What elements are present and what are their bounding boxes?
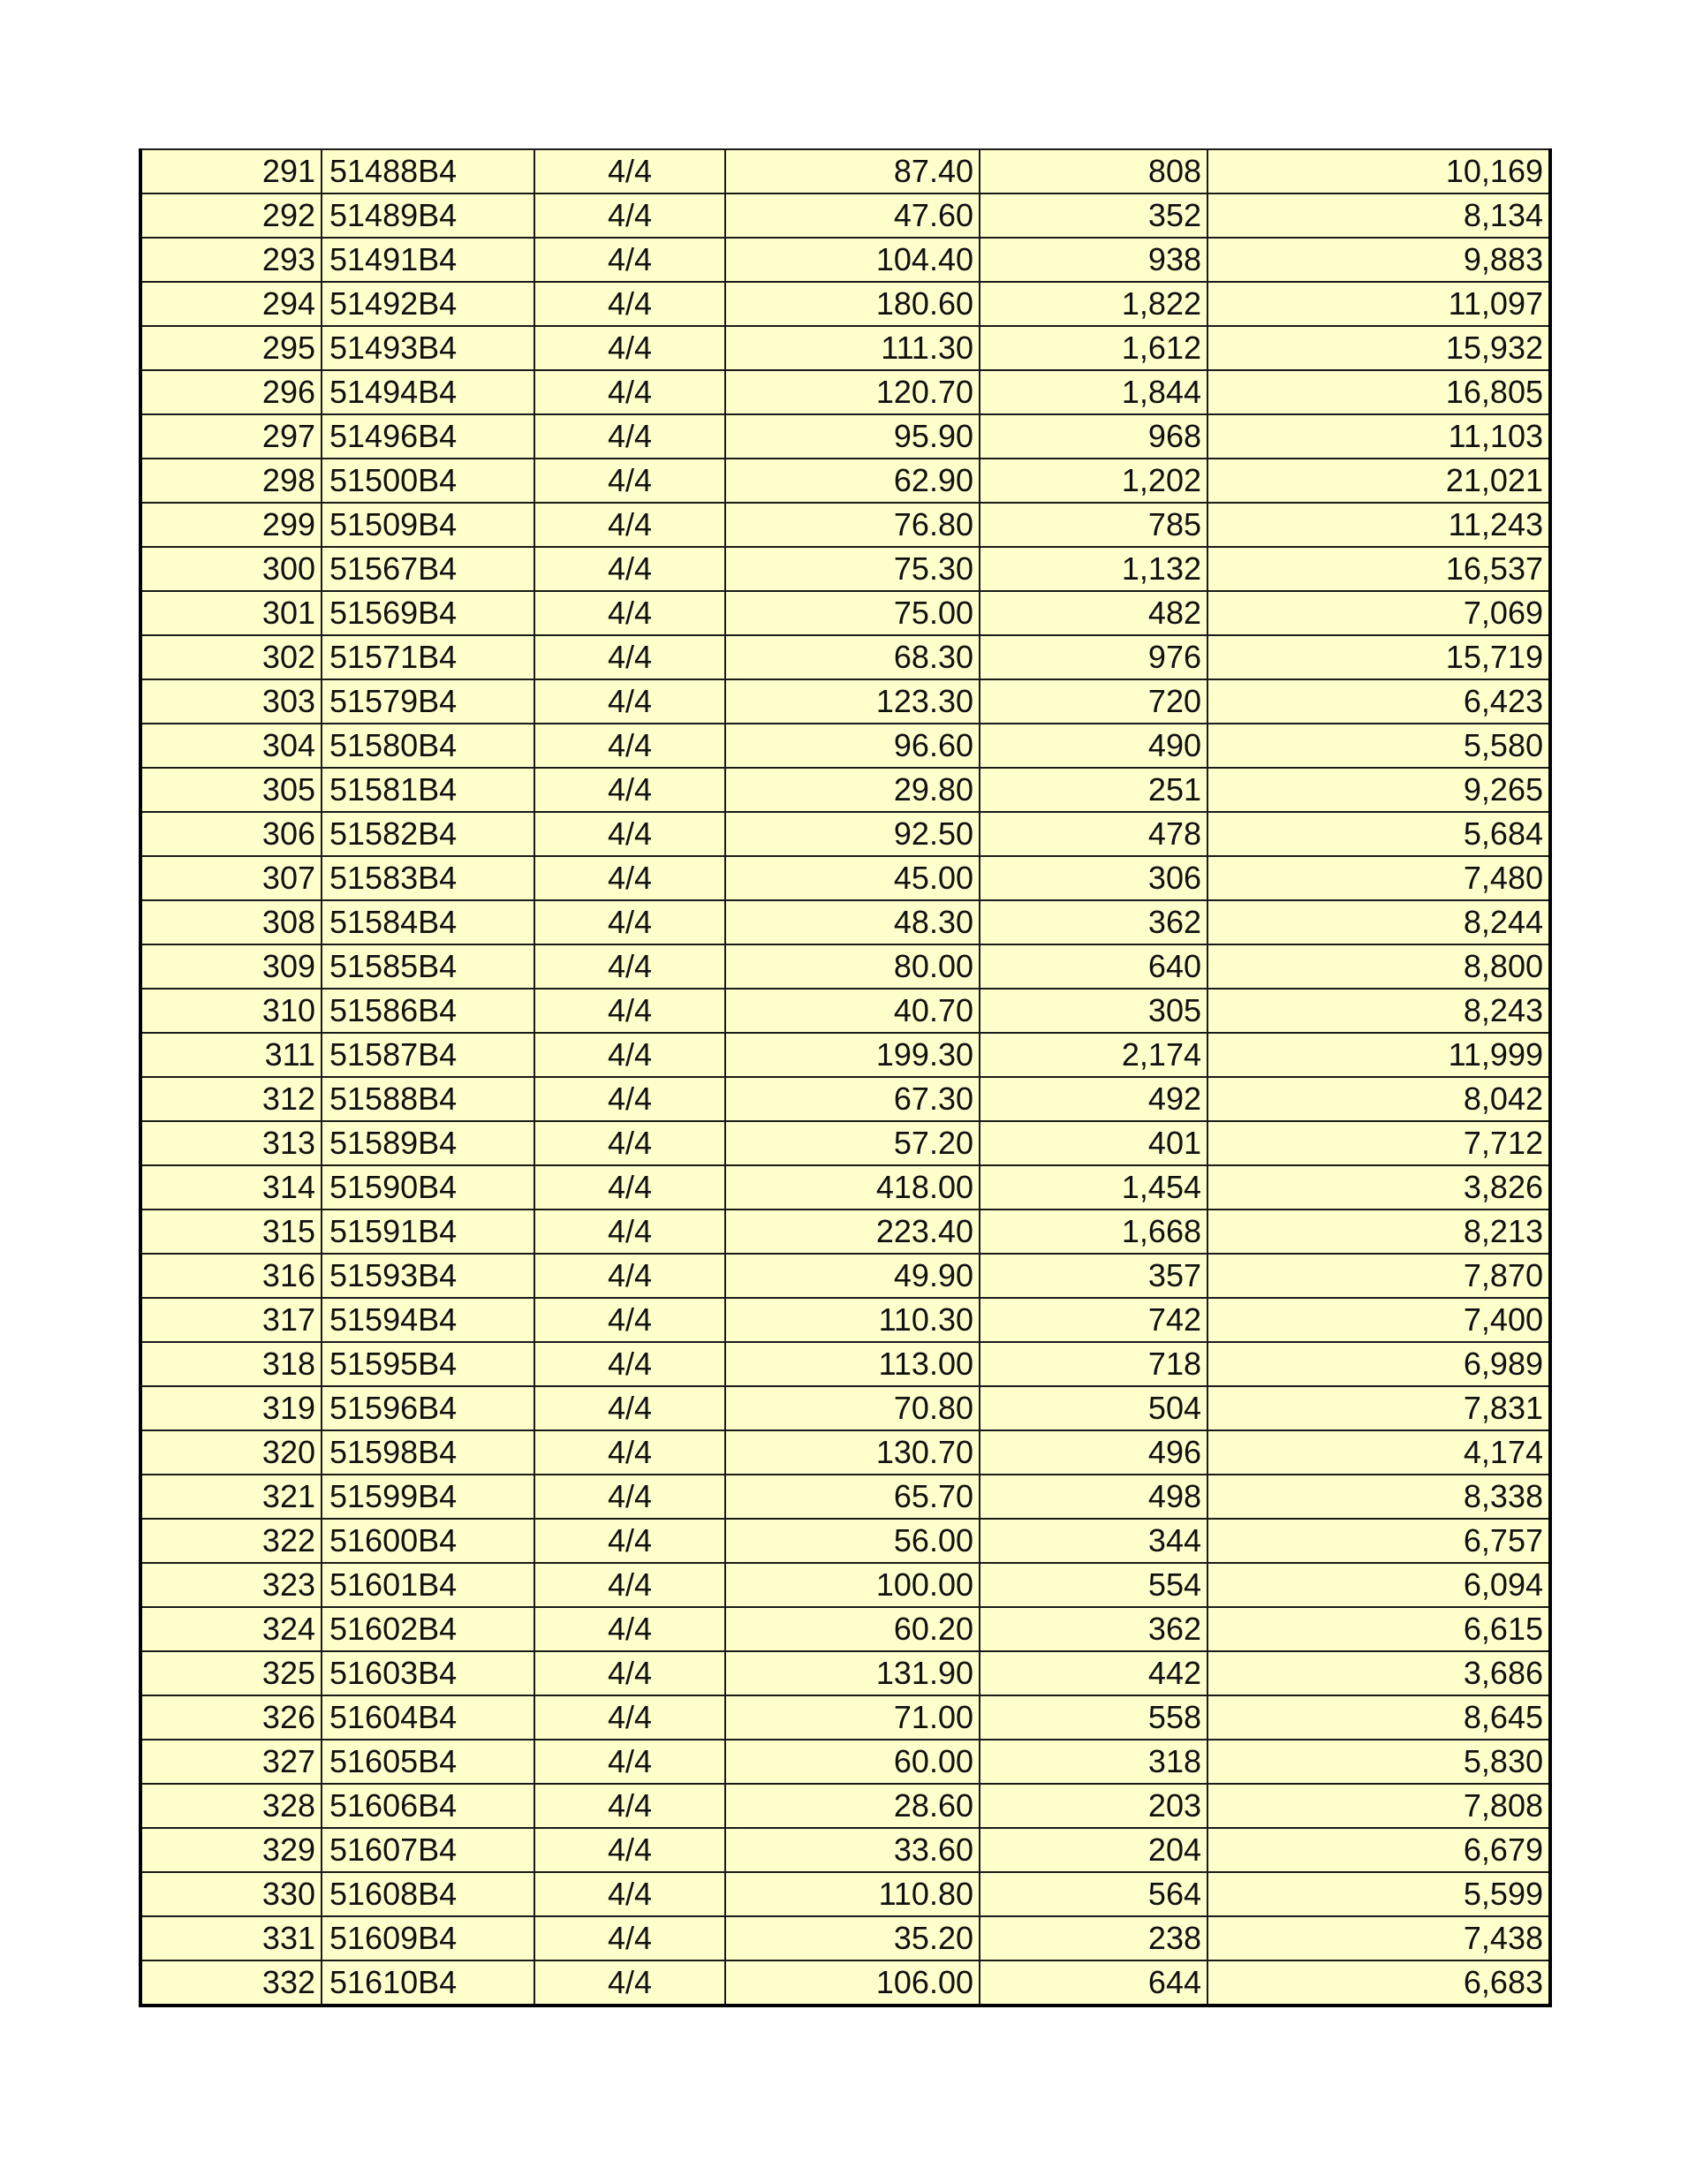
value-a-cell: 71.00 bbox=[725, 1695, 980, 1740]
value-a-cell: 45.00 bbox=[725, 856, 980, 900]
item-code-cell: 51586B4 bbox=[322, 989, 534, 1033]
item-code-cell: 51569B4 bbox=[322, 591, 534, 635]
value-a-cell: 131.90 bbox=[725, 1651, 980, 1695]
ratio-cell: 4/4 bbox=[534, 1519, 725, 1563]
ratio-cell: 4/4 bbox=[534, 1077, 725, 1121]
row-number-cell: 314 bbox=[140, 1165, 322, 1210]
value-b-cell: 718 bbox=[980, 1342, 1207, 1386]
row-number-cell: 308 bbox=[140, 900, 322, 944]
value-c-cell: 11,243 bbox=[1207, 503, 1550, 547]
ratio-cell: 4/4 bbox=[534, 768, 725, 812]
table-row bbox=[140, 1386, 1550, 1430]
row-number-cell: 298 bbox=[140, 459, 322, 503]
item-code-cell: 51598B4 bbox=[322, 1430, 534, 1475]
ratio-cell: 4/4 bbox=[534, 1121, 725, 1165]
row-number-cell: 309 bbox=[140, 944, 322, 989]
value-a-cell: 76.80 bbox=[725, 503, 980, 547]
ratio-cell: 4/4 bbox=[534, 193, 725, 238]
value-c-cell: 7,808 bbox=[1207, 1784, 1550, 1828]
value-a-cell: 111.30 bbox=[725, 326, 980, 370]
value-b-cell: 1,202 bbox=[980, 459, 1207, 503]
row-number-cell: 297 bbox=[140, 414, 322, 459]
value-a-cell: 113.00 bbox=[725, 1342, 980, 1386]
table-row bbox=[140, 1563, 1550, 1607]
value-b-cell: 808 bbox=[980, 149, 1207, 193]
table-row bbox=[140, 459, 1550, 503]
row-number-cell: 306 bbox=[140, 812, 322, 856]
table-row bbox=[140, 1651, 1550, 1695]
table-row bbox=[140, 1121, 1550, 1165]
value-b-cell: 1,822 bbox=[980, 282, 1207, 326]
value-b-cell: 564 bbox=[980, 1872, 1207, 1916]
value-b-cell: 1,454 bbox=[980, 1165, 1207, 1210]
value-b-cell: 482 bbox=[980, 591, 1207, 635]
item-code-cell: 51509B4 bbox=[322, 503, 534, 547]
value-b-cell: 344 bbox=[980, 1519, 1207, 1563]
ratio-cell: 4/4 bbox=[534, 1210, 725, 1254]
value-b-cell: 938 bbox=[980, 238, 1207, 282]
row-number-cell: 292 bbox=[140, 193, 322, 238]
item-code-cell: 51595B4 bbox=[322, 1342, 534, 1386]
value-b-cell: 554 bbox=[980, 1563, 1207, 1607]
value-c-cell: 7,438 bbox=[1207, 1916, 1550, 1960]
table-row bbox=[140, 1254, 1550, 1298]
value-c-cell: 16,537 bbox=[1207, 547, 1550, 591]
value-b-cell: 306 bbox=[980, 856, 1207, 900]
value-c-cell: 8,243 bbox=[1207, 989, 1550, 1033]
ratio-cell: 4/4 bbox=[534, 1916, 725, 1960]
value-c-cell: 7,831 bbox=[1207, 1386, 1550, 1430]
ratio-cell: 4/4 bbox=[534, 1033, 725, 1077]
value-b-cell: 478 bbox=[980, 812, 1207, 856]
value-b-cell: 742 bbox=[980, 1298, 1207, 1342]
value-a-cell: 33.60 bbox=[725, 1828, 980, 1872]
value-a-cell: 62.90 bbox=[725, 459, 980, 503]
value-a-cell: 57.20 bbox=[725, 1121, 980, 1165]
item-code-cell: 51607B4 bbox=[322, 1828, 534, 1872]
ratio-cell: 4/4 bbox=[534, 1960, 725, 2006]
ratio-cell: 4/4 bbox=[534, 370, 725, 414]
ratio-cell: 4/4 bbox=[534, 326, 725, 370]
value-a-cell: 110.30 bbox=[725, 1298, 980, 1342]
item-code-cell: 51593B4 bbox=[322, 1254, 534, 1298]
row-number-cell: 295 bbox=[140, 326, 322, 370]
ratio-cell: 4/4 bbox=[534, 1740, 725, 1784]
row-number-cell: 294 bbox=[140, 282, 322, 326]
value-c-cell: 5,599 bbox=[1207, 1872, 1550, 1916]
item-code-cell: 51493B4 bbox=[322, 326, 534, 370]
value-c-cell: 11,103 bbox=[1207, 414, 1550, 459]
item-code-cell: 51588B4 bbox=[322, 1077, 534, 1121]
item-code-cell: 51587B4 bbox=[322, 1033, 534, 1077]
value-b-cell: 357 bbox=[980, 1254, 1207, 1298]
value-a-cell: 120.70 bbox=[725, 370, 980, 414]
value-b-cell: 558 bbox=[980, 1695, 1207, 1740]
value-a-cell: 60.20 bbox=[725, 1607, 980, 1651]
value-a-cell: 65.70 bbox=[725, 1475, 980, 1519]
ratio-cell: 4/4 bbox=[534, 1342, 725, 1386]
value-b-cell: 305 bbox=[980, 989, 1207, 1033]
row-number-cell: 332 bbox=[140, 1960, 322, 2006]
ratio-cell: 4/4 bbox=[534, 1165, 725, 1210]
value-c-cell: 9,883 bbox=[1207, 238, 1550, 282]
value-b-cell: 504 bbox=[980, 1386, 1207, 1430]
ratio-cell: 4/4 bbox=[534, 1298, 725, 1342]
row-number-cell: 305 bbox=[140, 768, 322, 812]
item-code-cell: 51500B4 bbox=[322, 459, 534, 503]
row-number-cell: 301 bbox=[140, 591, 322, 635]
value-b-cell: 442 bbox=[980, 1651, 1207, 1695]
ratio-cell: 4/4 bbox=[534, 1828, 725, 1872]
item-code-cell: 51594B4 bbox=[322, 1298, 534, 1342]
item-code-cell: 51608B4 bbox=[322, 1872, 534, 1916]
table-row bbox=[140, 1872, 1550, 1916]
value-a-cell: 68.30 bbox=[725, 635, 980, 679]
value-a-cell: 40.70 bbox=[725, 989, 980, 1033]
ratio-cell: 4/4 bbox=[534, 635, 725, 679]
table-row bbox=[140, 768, 1550, 812]
value-a-cell: 130.70 bbox=[725, 1430, 980, 1475]
value-a-cell: 80.00 bbox=[725, 944, 980, 989]
value-a-cell: 87.40 bbox=[725, 149, 980, 193]
table-row bbox=[140, 1210, 1550, 1254]
table-row bbox=[140, 238, 1550, 282]
value-a-cell: 180.60 bbox=[725, 282, 980, 326]
item-code-cell: 51491B4 bbox=[322, 238, 534, 282]
value-b-cell: 640 bbox=[980, 944, 1207, 989]
ratio-cell: 4/4 bbox=[534, 856, 725, 900]
value-c-cell: 6,679 bbox=[1207, 1828, 1550, 1872]
table-row bbox=[140, 370, 1550, 414]
value-b-cell: 1,668 bbox=[980, 1210, 1207, 1254]
table-row bbox=[140, 1298, 1550, 1342]
value-a-cell: 110.80 bbox=[725, 1872, 980, 1916]
value-b-cell: 251 bbox=[980, 768, 1207, 812]
value-a-cell: 100.00 bbox=[725, 1563, 980, 1607]
value-c-cell: 11,999 bbox=[1207, 1033, 1550, 1077]
ratio-cell: 4/4 bbox=[534, 900, 725, 944]
value-c-cell: 7,069 bbox=[1207, 591, 1550, 635]
row-number-cell: 329 bbox=[140, 1828, 322, 1872]
table-row bbox=[140, 193, 1550, 238]
value-b-cell: 492 bbox=[980, 1077, 1207, 1121]
value-c-cell: 3,826 bbox=[1207, 1165, 1550, 1210]
table-row bbox=[140, 1475, 1550, 1519]
table-row bbox=[140, 591, 1550, 635]
value-c-cell: 8,338 bbox=[1207, 1475, 1550, 1519]
ratio-cell: 4/4 bbox=[534, 679, 725, 724]
value-c-cell: 6,423 bbox=[1207, 679, 1550, 724]
value-b-cell: 490 bbox=[980, 724, 1207, 768]
ratio-cell: 4/4 bbox=[534, 503, 725, 547]
item-code-cell: 51599B4 bbox=[322, 1475, 534, 1519]
table-row bbox=[140, 414, 1550, 459]
item-code-cell: 51605B4 bbox=[322, 1740, 534, 1784]
value-c-cell: 3,686 bbox=[1207, 1651, 1550, 1695]
row-number-cell: 325 bbox=[140, 1651, 322, 1695]
table-row bbox=[140, 1960, 1550, 2006]
value-c-cell: 7,480 bbox=[1207, 856, 1550, 900]
item-code-cell: 51609B4 bbox=[322, 1916, 534, 1960]
table-row bbox=[140, 900, 1550, 944]
value-c-cell: 4,174 bbox=[1207, 1430, 1550, 1475]
ratio-cell: 4/4 bbox=[534, 944, 725, 989]
value-c-cell: 16,805 bbox=[1207, 370, 1550, 414]
table-row bbox=[140, 1695, 1550, 1740]
value-b-cell: 720 bbox=[980, 679, 1207, 724]
ratio-cell: 4/4 bbox=[534, 1651, 725, 1695]
item-code-cell: 51591B4 bbox=[322, 1210, 534, 1254]
ratio-cell: 4/4 bbox=[534, 591, 725, 635]
row-number-cell: 300 bbox=[140, 547, 322, 591]
value-a-cell: 96.60 bbox=[725, 724, 980, 768]
value-a-cell: 223.40 bbox=[725, 1210, 980, 1254]
table-row bbox=[140, 1740, 1550, 1784]
value-c-cell: 15,719 bbox=[1207, 635, 1550, 679]
ratio-cell: 4/4 bbox=[534, 812, 725, 856]
value-c-cell: 8,800 bbox=[1207, 944, 1550, 989]
value-b-cell: 238 bbox=[980, 1916, 1207, 1960]
value-c-cell: 8,645 bbox=[1207, 1695, 1550, 1740]
row-number-cell: 320 bbox=[140, 1430, 322, 1475]
value-a-cell: 75.00 bbox=[725, 591, 980, 635]
table-row bbox=[140, 149, 1550, 193]
ratio-cell: 4/4 bbox=[534, 989, 725, 1033]
value-b-cell: 362 bbox=[980, 900, 1207, 944]
item-code-cell: 51581B4 bbox=[322, 768, 534, 812]
value-c-cell: 6,094 bbox=[1207, 1563, 1550, 1607]
item-code-cell: 51603B4 bbox=[322, 1651, 534, 1695]
ratio-cell: 4/4 bbox=[534, 238, 725, 282]
row-number-cell: 304 bbox=[140, 724, 322, 768]
value-c-cell: 10,169 bbox=[1207, 149, 1550, 193]
table-row bbox=[140, 1916, 1550, 1960]
data-table bbox=[139, 148, 1552, 2007]
ratio-cell: 4/4 bbox=[534, 282, 725, 326]
value-b-cell: 498 bbox=[980, 1475, 1207, 1519]
table-row bbox=[140, 547, 1550, 591]
value-c-cell: 6,683 bbox=[1207, 1960, 1550, 2006]
value-b-cell: 1,844 bbox=[980, 370, 1207, 414]
ratio-cell: 4/4 bbox=[534, 1254, 725, 1298]
item-code-cell: 51600B4 bbox=[322, 1519, 534, 1563]
ratio-cell: 4/4 bbox=[534, 1430, 725, 1475]
row-number-cell: 331 bbox=[140, 1916, 322, 1960]
value-a-cell: 67.30 bbox=[725, 1077, 980, 1121]
value-b-cell: 968 bbox=[980, 414, 1207, 459]
value-a-cell: 60.00 bbox=[725, 1740, 980, 1784]
table-row bbox=[140, 1077, 1550, 1121]
item-code-cell: 51494B4 bbox=[322, 370, 534, 414]
item-code-cell: 51583B4 bbox=[322, 856, 534, 900]
value-c-cell: 8,134 bbox=[1207, 193, 1550, 238]
table-row bbox=[140, 679, 1550, 724]
table-row bbox=[140, 1519, 1550, 1563]
value-c-cell: 5,830 bbox=[1207, 1740, 1550, 1784]
row-number-cell: 291 bbox=[140, 149, 322, 193]
ratio-cell: 4/4 bbox=[534, 547, 725, 591]
item-code-cell: 51488B4 bbox=[322, 149, 534, 193]
table-row bbox=[140, 326, 1550, 370]
value-a-cell: 92.50 bbox=[725, 812, 980, 856]
item-code-cell: 51590B4 bbox=[322, 1165, 534, 1210]
value-a-cell: 48.30 bbox=[725, 900, 980, 944]
value-a-cell: 106.00 bbox=[725, 1960, 980, 2006]
row-number-cell: 303 bbox=[140, 679, 322, 724]
item-code-cell: 51582B4 bbox=[322, 812, 534, 856]
row-number-cell: 319 bbox=[140, 1386, 322, 1430]
row-number-cell: 313 bbox=[140, 1121, 322, 1165]
ratio-cell: 4/4 bbox=[534, 1386, 725, 1430]
value-c-cell: 8,213 bbox=[1207, 1210, 1550, 1254]
value-a-cell: 104.40 bbox=[725, 238, 980, 282]
ratio-cell: 4/4 bbox=[534, 1607, 725, 1651]
ratio-cell: 4/4 bbox=[534, 1784, 725, 1828]
row-number-cell: 317 bbox=[140, 1298, 322, 1342]
table-row bbox=[140, 1342, 1550, 1386]
row-number-cell: 324 bbox=[140, 1607, 322, 1651]
item-code-cell: 51589B4 bbox=[322, 1121, 534, 1165]
value-b-cell: 644 bbox=[980, 1960, 1207, 2006]
row-number-cell: 327 bbox=[140, 1740, 322, 1784]
ratio-cell: 4/4 bbox=[534, 149, 725, 193]
table-row bbox=[140, 635, 1550, 679]
value-c-cell: 6,989 bbox=[1207, 1342, 1550, 1386]
item-code-cell: 51571B4 bbox=[322, 635, 534, 679]
item-code-cell: 51580B4 bbox=[322, 724, 534, 768]
table-row bbox=[140, 812, 1550, 856]
value-a-cell: 35.20 bbox=[725, 1916, 980, 1960]
value-b-cell: 401 bbox=[980, 1121, 1207, 1165]
value-b-cell: 318 bbox=[980, 1740, 1207, 1784]
row-number-cell: 310 bbox=[140, 989, 322, 1033]
value-b-cell: 976 bbox=[980, 635, 1207, 679]
value-c-cell: 15,932 bbox=[1207, 326, 1550, 370]
table-row bbox=[140, 1607, 1550, 1651]
table-row bbox=[140, 1033, 1550, 1077]
value-b-cell: 1,132 bbox=[980, 547, 1207, 591]
value-c-cell: 6,615 bbox=[1207, 1607, 1550, 1651]
value-c-cell: 9,265 bbox=[1207, 768, 1550, 812]
row-number-cell: 323 bbox=[140, 1563, 322, 1607]
ratio-cell: 4/4 bbox=[534, 459, 725, 503]
ratio-cell: 4/4 bbox=[534, 1872, 725, 1916]
table-row bbox=[140, 944, 1550, 989]
row-number-cell: 296 bbox=[140, 370, 322, 414]
value-b-cell: 352 bbox=[980, 193, 1207, 238]
item-code-cell: 51579B4 bbox=[322, 679, 534, 724]
ratio-cell: 4/4 bbox=[534, 1563, 725, 1607]
item-code-cell: 51596B4 bbox=[322, 1386, 534, 1430]
value-c-cell: 5,684 bbox=[1207, 812, 1550, 856]
value-a-cell: 70.80 bbox=[725, 1386, 980, 1430]
value-a-cell: 75.30 bbox=[725, 547, 980, 591]
value-c-cell: 6,757 bbox=[1207, 1519, 1550, 1563]
value-b-cell: 204 bbox=[980, 1828, 1207, 1872]
item-code-cell: 51602B4 bbox=[322, 1607, 534, 1651]
item-code-cell: 51610B4 bbox=[322, 1960, 534, 2006]
row-number-cell: 322 bbox=[140, 1519, 322, 1563]
row-number-cell: 326 bbox=[140, 1695, 322, 1740]
table-row bbox=[140, 1165, 1550, 1210]
item-code-cell: 51601B4 bbox=[322, 1563, 534, 1607]
row-number-cell: 293 bbox=[140, 238, 322, 282]
item-code-cell: 51606B4 bbox=[322, 1784, 534, 1828]
value-b-cell: 785 bbox=[980, 503, 1207, 547]
row-number-cell: 311 bbox=[140, 1033, 322, 1077]
item-code-cell: 51585B4 bbox=[322, 944, 534, 989]
row-number-cell: 316 bbox=[140, 1254, 322, 1298]
row-number-cell: 318 bbox=[140, 1342, 322, 1386]
ratio-cell: 4/4 bbox=[534, 724, 725, 768]
table-row bbox=[140, 1430, 1550, 1475]
ratio-cell: 4/4 bbox=[534, 1695, 725, 1740]
table-row bbox=[140, 989, 1550, 1033]
value-b-cell: 2,174 bbox=[980, 1033, 1207, 1077]
value-a-cell: 123.30 bbox=[725, 679, 980, 724]
table-row bbox=[140, 856, 1550, 900]
table-row bbox=[140, 1784, 1550, 1828]
value-a-cell: 47.60 bbox=[725, 193, 980, 238]
row-number-cell: 315 bbox=[140, 1210, 322, 1254]
value-a-cell: 56.00 bbox=[725, 1519, 980, 1563]
value-c-cell: 7,400 bbox=[1207, 1298, 1550, 1342]
row-number-cell: 312 bbox=[140, 1077, 322, 1121]
item-code-cell: 51604B4 bbox=[322, 1695, 534, 1740]
item-code-cell: 51496B4 bbox=[322, 414, 534, 459]
value-a-cell: 418.00 bbox=[725, 1165, 980, 1210]
item-code-cell: 51489B4 bbox=[322, 193, 534, 238]
row-number-cell: 307 bbox=[140, 856, 322, 900]
value-a-cell: 95.90 bbox=[725, 414, 980, 459]
ratio-cell: 4/4 bbox=[534, 414, 725, 459]
value-c-cell: 21,021 bbox=[1207, 459, 1550, 503]
value-c-cell: 7,870 bbox=[1207, 1254, 1550, 1298]
row-number-cell: 299 bbox=[140, 503, 322, 547]
value-c-cell: 7,712 bbox=[1207, 1121, 1550, 1165]
item-code-cell: 51567B4 bbox=[322, 547, 534, 591]
value-b-cell: 362 bbox=[980, 1607, 1207, 1651]
value-a-cell: 28.60 bbox=[725, 1784, 980, 1828]
value-a-cell: 49.90 bbox=[725, 1254, 980, 1298]
table-body bbox=[140, 149, 1550, 2006]
value-b-cell: 203 bbox=[980, 1784, 1207, 1828]
value-c-cell: 11,097 bbox=[1207, 282, 1550, 326]
value-b-cell: 1,612 bbox=[980, 326, 1207, 370]
row-number-cell: 330 bbox=[140, 1872, 322, 1916]
table-row bbox=[140, 1828, 1550, 1872]
value-c-cell: 8,042 bbox=[1207, 1077, 1550, 1121]
row-number-cell: 328 bbox=[140, 1784, 322, 1828]
value-a-cell: 29.80 bbox=[725, 768, 980, 812]
value-b-cell: 496 bbox=[980, 1430, 1207, 1475]
table-row bbox=[140, 282, 1550, 326]
item-code-cell: 51584B4 bbox=[322, 900, 534, 944]
value-a-cell: 199.30 bbox=[725, 1033, 980, 1077]
ratio-cell: 4/4 bbox=[534, 1475, 725, 1519]
value-c-cell: 8,244 bbox=[1207, 900, 1550, 944]
item-code-cell: 51492B4 bbox=[322, 282, 534, 326]
value-c-cell: 5,580 bbox=[1207, 724, 1550, 768]
table-row bbox=[140, 503, 1550, 547]
table-row bbox=[140, 724, 1550, 768]
row-number-cell: 321 bbox=[140, 1475, 322, 1519]
row-number-cell: 302 bbox=[140, 635, 322, 679]
